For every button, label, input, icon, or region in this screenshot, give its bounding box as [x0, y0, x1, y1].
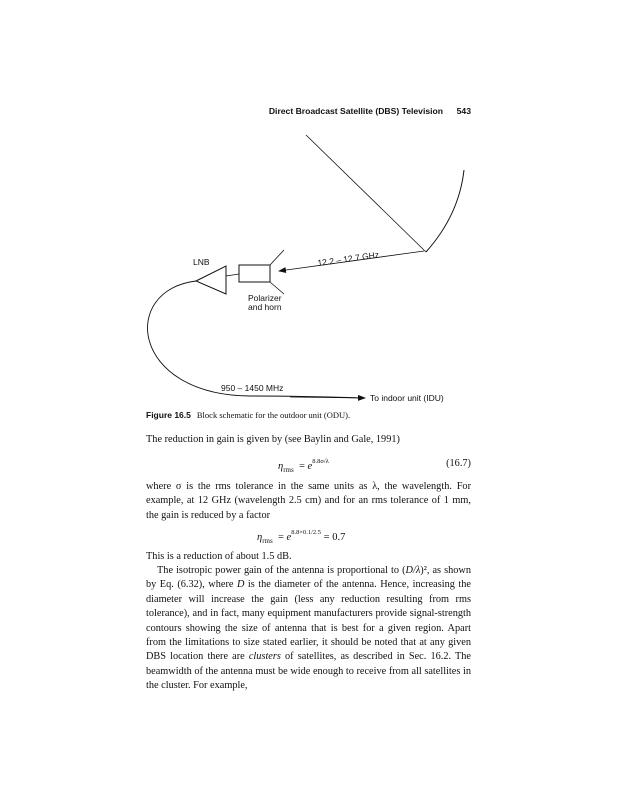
eq2-eta: η: [257, 532, 263, 543]
page-number: 543: [456, 106, 471, 116]
header-title: Direct Broadcast Satellite (DBS) Television: [268, 106, 443, 116]
polarizer-label: Polarizer: [248, 293, 282, 303]
paragraph-reduction: This is a reduction of about 1.5 dB.: [146, 551, 292, 562]
idu-arrow: [290, 397, 365, 398]
equation-number: (16.7): [446, 458, 471, 469]
frequency-out-label: 950 – 1450 MHz: [221, 383, 284, 393]
lnb-label: LNB: [193, 257, 210, 267]
equation-16-7: $\eta_{rms} = e^{8.8\sigma/\lambda}$: [278, 458, 329, 474]
figure-caption-text: Block schematic for the outdoor unit (ODU).: [196, 410, 351, 420]
dish-support-line: [306, 135, 426, 252]
frequency-in-label: 12.2 – 12.7 GHz: [316, 249, 380, 268]
horn-upper-line: [270, 250, 284, 265]
indoor-unit-label: To indoor unit (IDU): [370, 393, 444, 403]
equation-example: $\eta_{rms} = e^{8.8\times 0.1/2.5} = 0.7$: [257, 529, 346, 545]
eq2-base: e: [286, 532, 292, 543]
eq2-sub: rms: [262, 537, 273, 545]
horn-label: and horn: [248, 302, 282, 312]
paragraph-isotropic: The isotropic power gain of the antenna is proportional to (D/λ)², as shown by Eq. (6.32), where D is the diameter of the antenna. Hence, increasing the diameter will increase the gain (less any reduction resulting from rms tolerance), and in fact, many equipment manufacturers provide signal-strength contours showing the size of antenna that is best for a given region. Apart from the limitations to size stated earlier, it should be noted that at any given DBS location there are clusters of satellites, as described in Sec. 16.2. The beamwidth of the antenna must be wide enough to receive from all satellites in the cluster. For example,: [146, 565, 471, 692]
eq1-eta: η: [278, 461, 284, 472]
eq1-exponent: 8.8σ/λ: [312, 458, 329, 465]
waveguide-stub: [226, 274, 239, 276]
lnb-triangle: [196, 266, 226, 294]
figure-caption-label: Figure 16.5: [146, 410, 191, 420]
dish-reflector: [426, 170, 464, 252]
paragraph-where: where σ is the rms tolerance in the same units as λ, the wavelength. For example, at 12 GHz (wavelength 2.5 cm) and for an rms tolerance of 1 mm, the gain is reduced by a factor: [146, 481, 471, 521]
eq1-base: e: [307, 461, 313, 472]
figure-caption: [146, 410, 350, 420]
paragraph-intro: The reduction in gain is given by (see Baylin and Gale, 1991): [146, 434, 400, 445]
eq2-exponent: 8.8×0.1/2.5: [291, 529, 322, 536]
eq1-sub: rms: [283, 466, 294, 474]
eq2-result: = 0.7: [323, 532, 346, 543]
polarizer-box: [239, 265, 270, 282]
